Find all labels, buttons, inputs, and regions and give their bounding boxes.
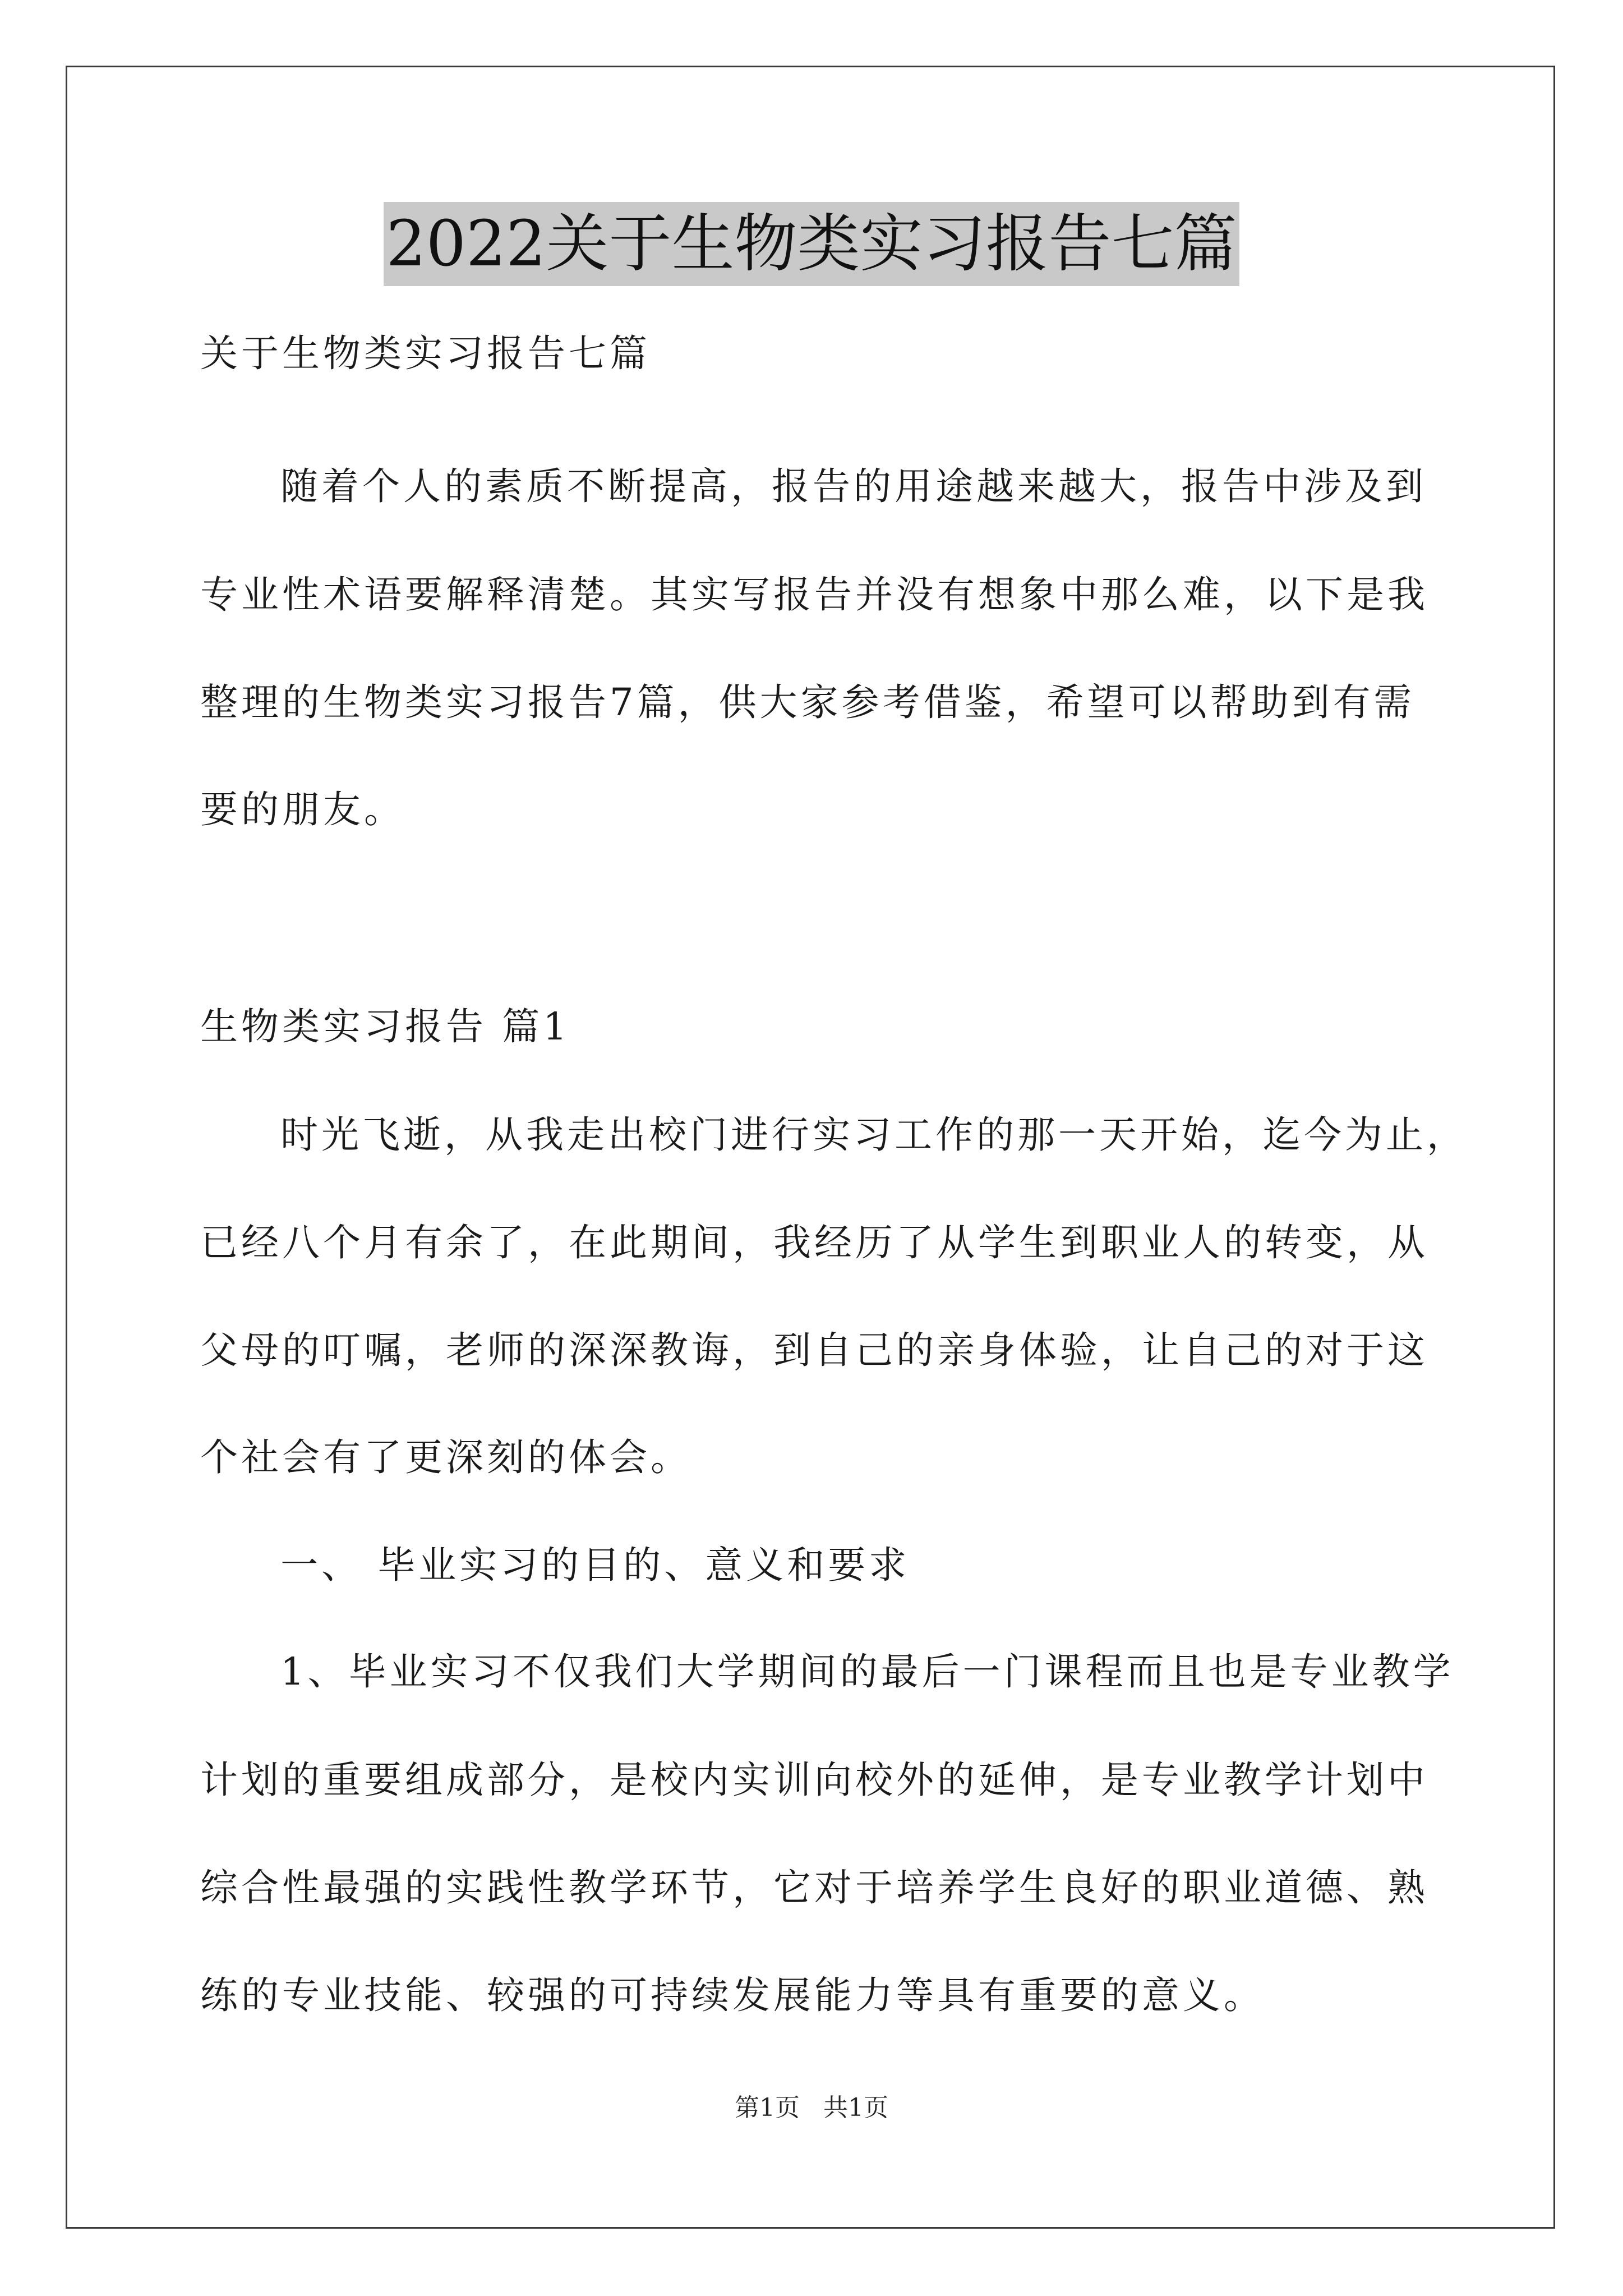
paragraph-line: 专业性术语要解释清楚。其实写报告并没有想象中那么难，以下是我 xyxy=(200,573,1428,616)
paragraph-line: 随着个人的素质不断提高，报告的用途越来越大，报告中涉及到 xyxy=(280,464,1427,508)
subsection-heading: 一、 毕业实习的目的、意义和要求 xyxy=(280,1543,910,1587)
subtitle-line: 关于生物类实习报告七篇 xyxy=(200,332,651,375)
paragraph-line: 个社会有了更深刻的体会。 xyxy=(200,1435,691,1479)
document-title: 2022关于生物类实习报告七篇 xyxy=(384,202,1239,286)
paragraph-line: 时光飞逝，从我走出校门进行实习工作的那一天开始，迄今为止， xyxy=(280,1113,1468,1157)
page-number-current: 第1页 xyxy=(735,2093,800,2122)
page-footer xyxy=(0,2091,1623,2125)
paragraph-line: 1、毕业实习不仅我们大学期间的最后一门课程而且也是专业教学 xyxy=(280,1650,1454,1694)
section-heading: 生物类实习报告 篇1 xyxy=(200,1005,570,1048)
paragraph-line: 要的朋友。 xyxy=(200,788,405,831)
paragraph-line: 已经八个月有余了，在此期间，我经历了从学生到职业人的转变，从 xyxy=(200,1221,1428,1264)
page-number-total: 共1页 xyxy=(823,2093,888,2122)
paragraph-line: 练的专业技能、较强的可持续发展能力等具有重要的意义。 xyxy=(200,1973,1265,2017)
paragraph-line: 整理的生物类实习报告7篇，供大家参考借鉴，希望可以帮助到有需 xyxy=(200,680,1415,724)
paragraph-line: 综合性最强的实践性教学环节，它对于培养学生良好的职业道德、熟 xyxy=(200,1866,1428,1910)
paragraph-line: 父母的叮嘱，老师的深深教诲，到自己的亲身体验，让自己的对于这 xyxy=(200,1328,1428,1372)
title-container xyxy=(0,202,1623,286)
paragraph-line: 计划的重要组成部分，是校内实训向校外的延伸，是专业教学计划中 xyxy=(200,1758,1428,1802)
